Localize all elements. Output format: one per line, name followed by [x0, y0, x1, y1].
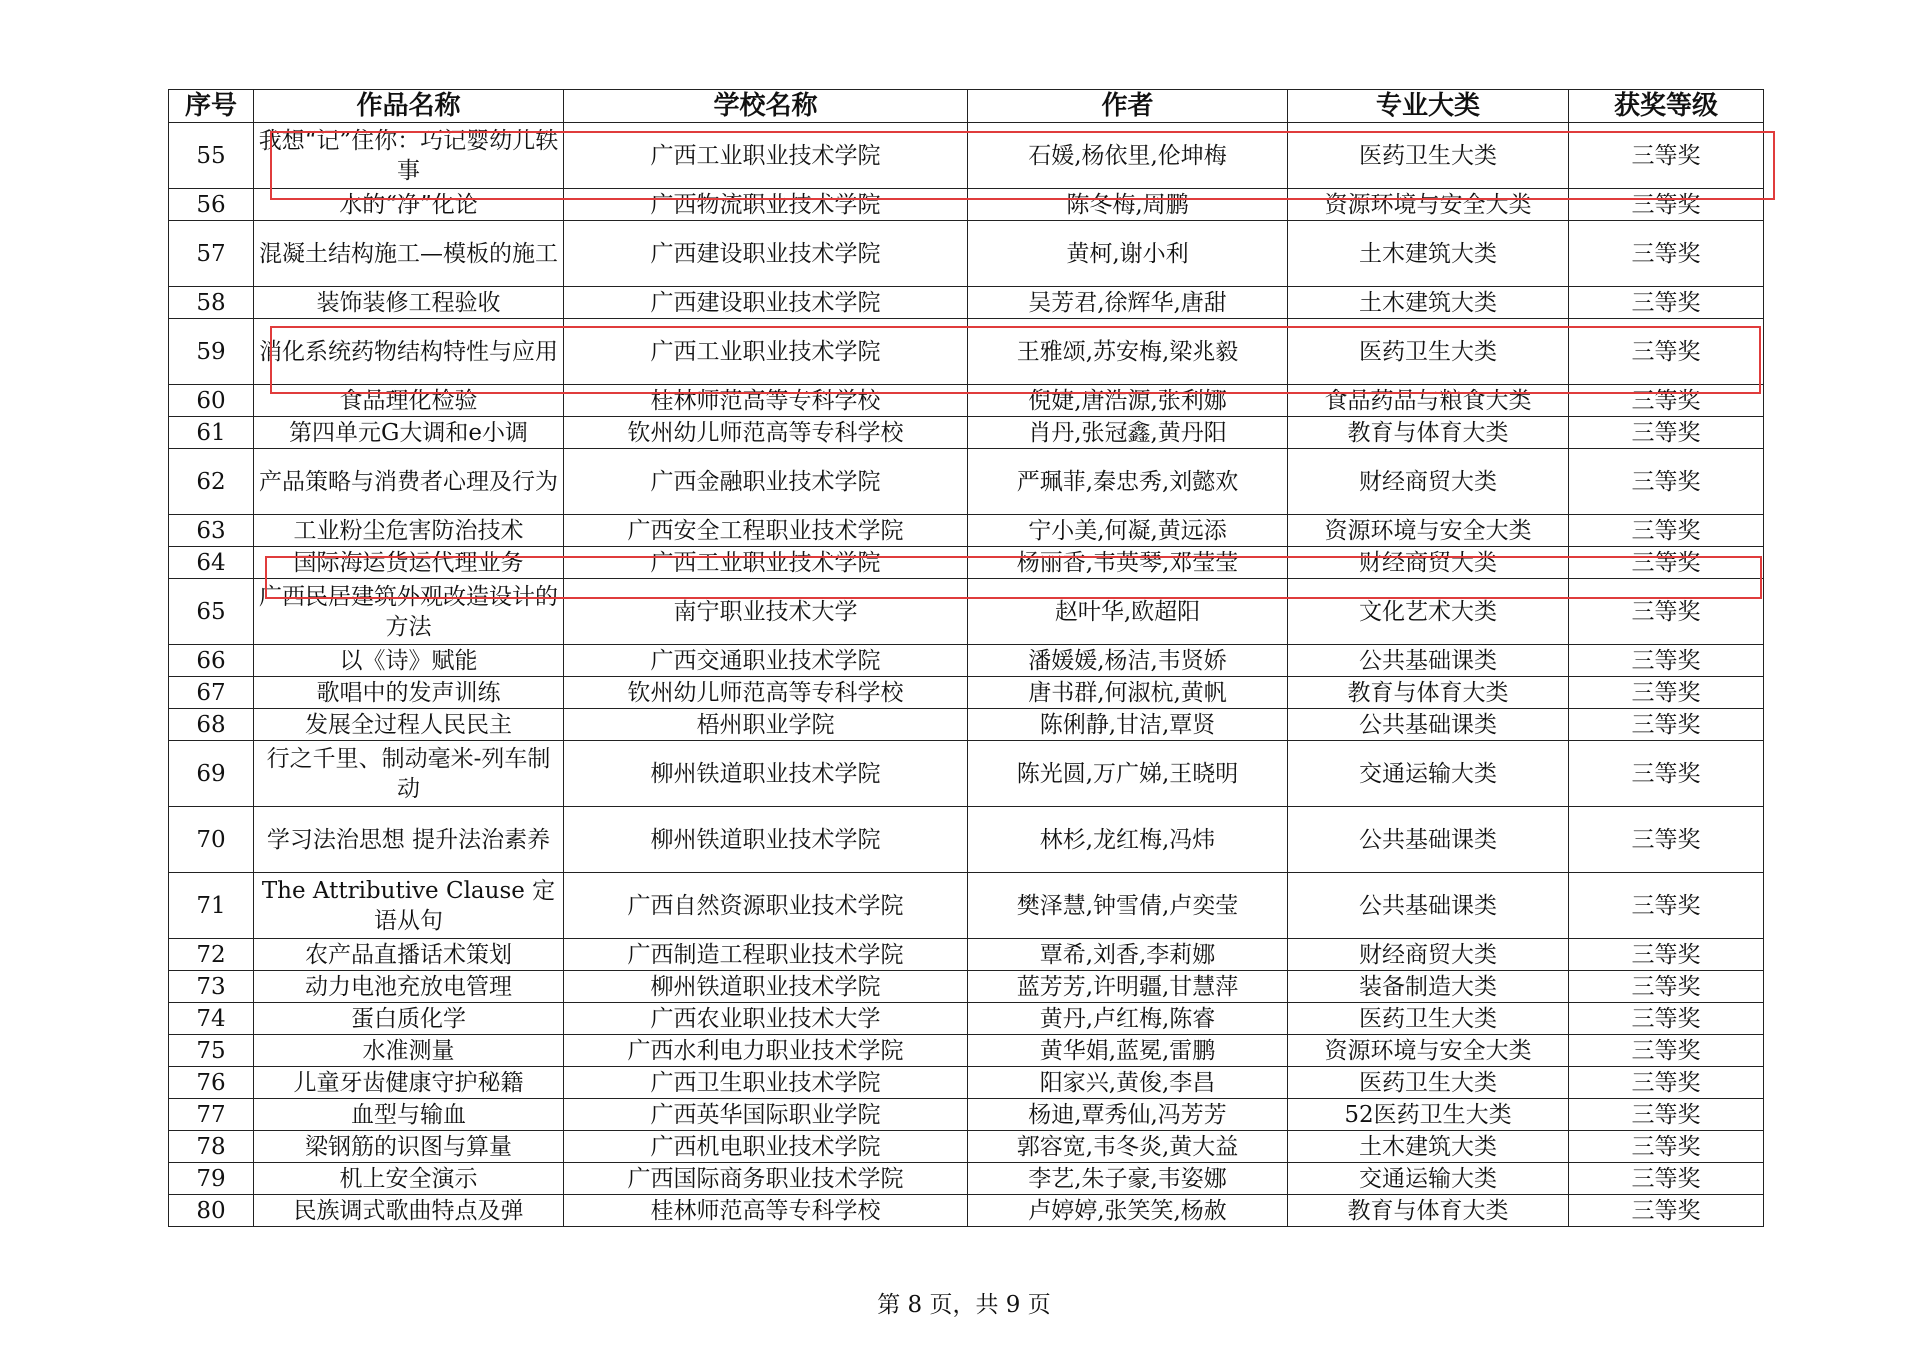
cell-title: 消化系统药物结构特性与应用 [254, 319, 564, 385]
cell-school: 广西建设职业技术学院 [564, 287, 968, 319]
table-row [169, 547, 1764, 579]
cell-category: 财经商贸大类 [1288, 449, 1569, 515]
cell-title: 产品策略与消费者心理及行为 [254, 449, 564, 515]
table-row [169, 319, 1764, 385]
cell-category: 土木建筑大类 [1288, 1131, 1569, 1163]
cell-no: 70 [169, 807, 254, 873]
cell-award: 三等奖 [1569, 741, 1764, 807]
table-row [169, 1003, 1764, 1035]
cell-category: 交通运输大类 [1288, 741, 1569, 807]
cell-award: 三等奖 [1569, 1099, 1764, 1131]
cell-school: 广西英华国际职业学院 [564, 1099, 968, 1131]
award-table [168, 89, 1764, 1227]
cell-no: 58 [169, 287, 254, 319]
cell-school: 柳州铁道职业技术学院 [564, 807, 968, 873]
cell-no: 62 [169, 449, 254, 515]
cell-category: 财经商贸大类 [1288, 547, 1569, 579]
cell-category: 教育与体育大类 [1288, 677, 1569, 709]
header-category: 专业大类 [1288, 90, 1569, 123]
cell-no: 61 [169, 417, 254, 449]
cell-no: 74 [169, 1003, 254, 1035]
cell-title: 歌唱中的发声训练 [254, 677, 564, 709]
cell-school: 广西水利电力职业技术学院 [564, 1035, 968, 1067]
header-title: 作品名称 [254, 90, 564, 123]
cell-award: 三等奖 [1569, 385, 1764, 417]
cell-title: 行之千里、制动毫米-列车制动 [254, 741, 564, 807]
table-row [169, 1067, 1764, 1099]
cell-title: 我想“记”住你：巧记婴幼儿轶事 [254, 123, 564, 189]
cell-award: 三等奖 [1569, 449, 1764, 515]
cell-authors: 杨丽香,韦英琴,邓莹莹 [968, 547, 1288, 579]
cell-authors: 倪婕,唐浩源,张利娜 [968, 385, 1288, 417]
cell-title: 水准测量 [254, 1035, 564, 1067]
cell-school: 柳州铁道职业技术学院 [564, 741, 968, 807]
cell-title: 学习法治思想 提升法治素养 [254, 807, 564, 873]
cell-authors: 肖丹,张冠鑫,黄丹阳 [968, 417, 1288, 449]
cell-award: 三等奖 [1569, 319, 1764, 385]
table-row [169, 971, 1764, 1003]
cell-title: 食品理化检验 [254, 385, 564, 417]
header-no: 序号 [169, 90, 254, 123]
table-row [169, 449, 1764, 515]
cell-title: 机上安全演示 [254, 1163, 564, 1195]
cell-category: 食品药品与粮食大类 [1288, 385, 1569, 417]
cell-award: 三等奖 [1569, 189, 1764, 221]
cell-no: 71 [169, 873, 254, 939]
cell-authors: 唐书群,何淑杭,黄帆 [968, 677, 1288, 709]
cell-school: 广西工业职业技术学院 [564, 547, 968, 579]
cell-award: 三等奖 [1569, 123, 1764, 189]
cell-authors: 黄丹,卢红梅,陈睿 [968, 1003, 1288, 1035]
cell-category: 文化艺术大类 [1288, 579, 1569, 645]
cell-title: 混凝土结构施工—模板的施工 [254, 221, 564, 287]
cell-category: 公共基础课类 [1288, 709, 1569, 741]
cell-no: 79 [169, 1163, 254, 1195]
table-row [169, 677, 1764, 709]
cell-award: 三等奖 [1569, 1195, 1764, 1227]
cell-authors: 蓝芳芳,许明疆,甘慧萍 [968, 971, 1288, 1003]
cell-no: 64 [169, 547, 254, 579]
cell-category: 财经商贸大类 [1288, 939, 1569, 971]
cell-award: 三等奖 [1569, 807, 1764, 873]
cell-no: 57 [169, 221, 254, 287]
table-row [169, 939, 1764, 971]
cell-authors: 王雅颂,苏安梅,梁兆毅 [968, 319, 1288, 385]
cell-authors: 杨迪,覃秀仙,冯芳芳 [968, 1099, 1288, 1131]
cell-title: 血型与输血 [254, 1099, 564, 1131]
cell-award: 三等奖 [1569, 1067, 1764, 1099]
cell-authors: 阳家兴,黄俊,李昌 [968, 1067, 1288, 1099]
cell-title: 蛋白质化学 [254, 1003, 564, 1035]
table-row [169, 1099, 1764, 1131]
page-footer: 第 8 页，共 9 页 [877, 1292, 1051, 1318]
cell-no: 80 [169, 1195, 254, 1227]
cell-award: 三等奖 [1569, 221, 1764, 287]
cell-title: 儿童牙齿健康守护秘籍 [254, 1067, 564, 1099]
table-row [169, 417, 1764, 449]
cell-school: 广西建设职业技术学院 [564, 221, 968, 287]
table-header-row [169, 90, 1764, 123]
cell-award: 三等奖 [1569, 1035, 1764, 1067]
cell-authors: 李艺,朱子豪,韦姿娜 [968, 1163, 1288, 1195]
cell-category: 52医药卫生大类 [1288, 1099, 1569, 1131]
table-row [169, 189, 1764, 221]
cell-category: 资源环境与安全大类 [1288, 189, 1569, 221]
cell-award: 三等奖 [1569, 287, 1764, 319]
table-row [169, 287, 1764, 319]
cell-title: 广西民居建筑外观改造设计的方法 [254, 579, 564, 645]
cell-title: 工业粉尘危害防治技术 [254, 515, 564, 547]
cell-award: 三等奖 [1569, 579, 1764, 645]
cell-school: 广西安全工程职业技术学院 [564, 515, 968, 547]
cell-authors: 陈俐静,甘洁,覃贤 [968, 709, 1288, 741]
cell-category: 土木建筑大类 [1288, 287, 1569, 319]
cell-school: 桂林师范高等专科学校 [564, 1195, 968, 1227]
cell-award: 三等奖 [1569, 1163, 1764, 1195]
cell-title: 梁钢筋的识图与算量 [254, 1131, 564, 1163]
cell-award: 三等奖 [1569, 677, 1764, 709]
cell-school: 钦州幼儿师范高等专科学校 [564, 417, 968, 449]
cell-award: 三等奖 [1569, 709, 1764, 741]
cell-authors: 黄柯,谢小利 [968, 221, 1288, 287]
cell-no: 75 [169, 1035, 254, 1067]
cell-authors: 陈冬梅,周鹏 [968, 189, 1288, 221]
table-row [169, 1195, 1764, 1227]
cell-school: 柳州铁道职业技术学院 [564, 971, 968, 1003]
cell-title: 民族调式歌曲特点及弹 [254, 1195, 564, 1227]
cell-no: 69 [169, 741, 254, 807]
cell-title: The Attributive Clause 定语从句 [254, 873, 564, 939]
header-school: 学校名称 [564, 90, 968, 123]
cell-category: 公共基础课类 [1288, 645, 1569, 677]
cell-school: 广西农业职业技术大学 [564, 1003, 968, 1035]
cell-title: 装饰装修工程验收 [254, 287, 564, 319]
cell-no: 67 [169, 677, 254, 709]
cell-award: 三等奖 [1569, 939, 1764, 971]
cell-school: 广西金融职业技术学院 [564, 449, 968, 515]
cell-category: 医药卫生大类 [1288, 1003, 1569, 1035]
cell-authors: 黄华娟,蓝冕,雷鹏 [968, 1035, 1288, 1067]
cell-title: 农产品直播话术策划 [254, 939, 564, 971]
cell-authors: 陈光圆,万广娣,王晓明 [968, 741, 1288, 807]
cell-title: 水的“净”化论 [254, 189, 564, 221]
table-row [169, 1163, 1764, 1195]
cell-category: 教育与体育大类 [1288, 417, 1569, 449]
cell-no: 55 [169, 123, 254, 189]
table-row [169, 579, 1764, 645]
cell-no: 72 [169, 939, 254, 971]
cell-authors: 宁小美,何凝,黄远添 [968, 515, 1288, 547]
cell-category: 医药卫生大类 [1288, 319, 1569, 385]
cell-authors: 吴芳君,徐辉华,唐甜 [968, 287, 1288, 319]
cell-no: 68 [169, 709, 254, 741]
cell-award: 三等奖 [1569, 515, 1764, 547]
cell-category: 教育与体育大类 [1288, 1195, 1569, 1227]
header-award: 获奖等级 [1569, 90, 1764, 123]
cell-no: 60 [169, 385, 254, 417]
cell-category: 医药卫生大类 [1288, 1067, 1569, 1099]
cell-category: 装备制造大类 [1288, 971, 1569, 1003]
cell-category: 资源环境与安全大类 [1288, 515, 1569, 547]
cell-category: 土木建筑大类 [1288, 221, 1569, 287]
cell-authors: 郭容宽,韦冬炎,黄大益 [968, 1131, 1288, 1163]
table-body [169, 123, 1764, 1227]
cell-title: 以《诗》赋能 [254, 645, 564, 677]
cell-award: 三等奖 [1569, 873, 1764, 939]
cell-no: 78 [169, 1131, 254, 1163]
cell-category: 公共基础课类 [1288, 807, 1569, 873]
table-row [169, 873, 1764, 939]
table-row [169, 221, 1764, 287]
cell-no: 66 [169, 645, 254, 677]
cell-authors: 卢婷婷,张笑笑,杨赦 [968, 1195, 1288, 1227]
table-row [169, 807, 1764, 873]
cell-title: 第四单元G大调和e小调 [254, 417, 564, 449]
table-row [169, 709, 1764, 741]
cell-school: 钦州幼儿师范高等专科学校 [564, 677, 968, 709]
cell-school: 梧州职业学院 [564, 709, 968, 741]
cell-authors: 樊泽慧,钟雪倩,卢奕莹 [968, 873, 1288, 939]
cell-title: 国际海运货运代理业务 [254, 547, 564, 579]
cell-school: 广西制造工程职业技术学院 [564, 939, 968, 971]
cell-authors: 覃希,刘香,李莉娜 [968, 939, 1288, 971]
cell-no: 56 [169, 189, 254, 221]
cell-authors: 严珮菲,秦忠秀,刘懿欢 [968, 449, 1288, 515]
table-row [169, 645, 1764, 677]
cell-school: 桂林师范高等专科学校 [564, 385, 968, 417]
cell-school: 广西工业职业技术学院 [564, 123, 968, 189]
cell-title: 发展全过程人民民主 [254, 709, 564, 741]
cell-authors: 潘媛媛,杨洁,韦贤娇 [968, 645, 1288, 677]
cell-award: 三等奖 [1569, 1003, 1764, 1035]
cell-award: 三等奖 [1569, 417, 1764, 449]
cell-authors: 赵叶华,欧超阳 [968, 579, 1288, 645]
table-row [169, 123, 1764, 189]
table-row [169, 385, 1764, 417]
cell-no: 65 [169, 579, 254, 645]
cell-no: 76 [169, 1067, 254, 1099]
cell-no: 59 [169, 319, 254, 385]
cell-school: 广西交通职业技术学院 [564, 645, 968, 677]
table-row [169, 515, 1764, 547]
table-row [169, 1035, 1764, 1067]
cell-no: 77 [169, 1099, 254, 1131]
table-row [169, 1131, 1764, 1163]
cell-school: 广西国际商务职业技术学院 [564, 1163, 968, 1195]
cell-no: 73 [169, 971, 254, 1003]
cell-award: 三等奖 [1569, 645, 1764, 677]
cell-school: 南宁职业技术大学 [564, 579, 968, 645]
cell-category: 交通运输大类 [1288, 1163, 1569, 1195]
cell-award: 三等奖 [1569, 547, 1764, 579]
cell-award: 三等奖 [1569, 1131, 1764, 1163]
cell-school: 广西卫生职业技术学院 [564, 1067, 968, 1099]
cell-school: 广西物流职业技术学院 [564, 189, 968, 221]
cell-school: 广西工业职业技术学院 [564, 319, 968, 385]
cell-category: 公共基础课类 [1288, 873, 1569, 939]
cell-authors: 石媛,杨依里,伦坤梅 [968, 123, 1288, 189]
cell-category: 资源环境与安全大类 [1288, 1035, 1569, 1067]
cell-category: 医药卫生大类 [1288, 123, 1569, 189]
cell-authors: 林杉,龙红梅,冯炜 [968, 807, 1288, 873]
cell-school: 广西自然资源职业技术学院 [564, 873, 968, 939]
cell-title: 动力电池充放电管理 [254, 971, 564, 1003]
cell-no: 63 [169, 515, 254, 547]
cell-award: 三等奖 [1569, 971, 1764, 1003]
header-authors: 作者 [968, 90, 1288, 123]
cell-school: 广西机电职业技术学院 [564, 1131, 968, 1163]
table-row [169, 741, 1764, 807]
